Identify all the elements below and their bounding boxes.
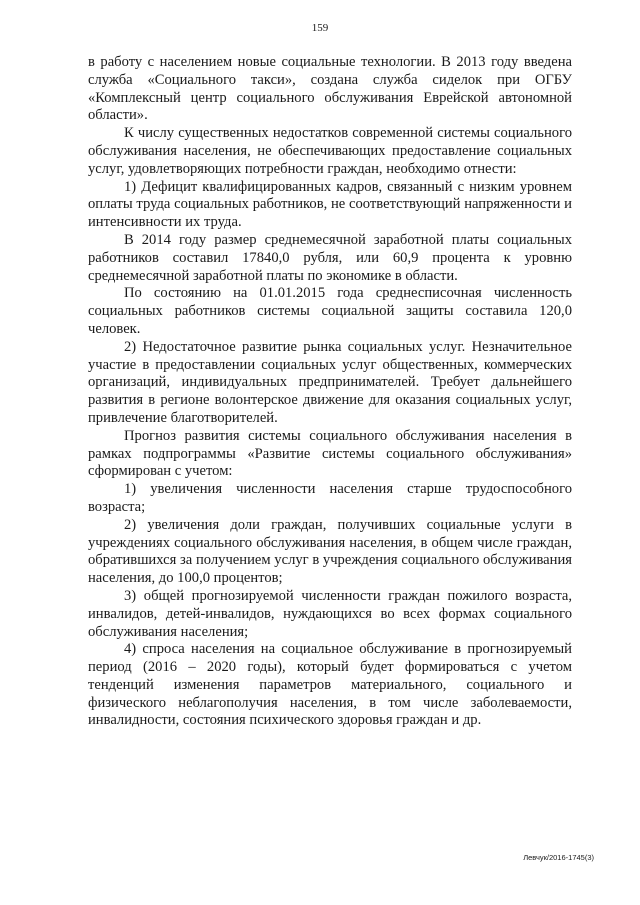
paragraph: По состоянию на 01.01.2015 года среднесписочная численность социальных работников системы социальной защиты составила 120,0 человек.: [88, 285, 572, 337]
paragraph: Прогноз развития системы социального обслуживания населения в рамках подпрограммы «Развитие системы социального обслуживания» сформирован с учетом:: [88, 427, 572, 480]
paragraph: 3) общей прогнозируемой численности граждан пожилого возраста, инвалидов, детей-инвалидов, нуждающихся во всех формах социального обслуживания населения;: [88, 587, 572, 640]
paragraph: в работу с населением новые социальные технологии. В 2013 году введена служба «Социального такси», создана служба сиделок при ОГБУ «Комплексный центр социального обслуживания Еврейской автономной области».: [88, 54, 572, 124]
paragraph: В 2014 году размер среднемесячной заработной платы социальных работников составил 17840,0 рубля, или 60,9 процента к уровню среднемесячной заработной платы по экономике в области.: [88, 231, 572, 284]
paragraph: К числу существенных недостатков современной системы социального обслуживания населения, не обеспечивающих предоставление социальных услуг, удовлетворяющих потребности граждан, необходимо отнести:: [88, 125, 572, 177]
paragraph: 1) увеличения численности населения старше трудоспособного возраста;: [88, 481, 572, 515]
paragraph: 1) Дефицит квалифицированных кадров, связанный с низким уровнем оплаты труда социальных работников, не соответствующий напряженности и интенсивности их труда.: [88, 178, 572, 231]
page-number: 159: [311, 22, 329, 34]
paragraph: 2) увеличения доли граждан, получивших социальные услуги в учреждениях социального обслуживания населения, в общем числе граждан, обратившихся за получением услуг в учреждения социального обслуживания населения, до 100,0 процентов;: [88, 516, 572, 587]
document-code: Левчук/2016-1745(3): [523, 853, 594, 862]
paragraph: 4) спроса населения на социальное обслуживание в прогнозируемый период (2016 – 2020 годы), который будет формироваться с учетом тенденций изменения параметров материального, социального и физического неблагополучия населения, в том числе заболеваемости, инвалидности, состояния психического здоровья граждан и др.: [88, 641, 572, 729]
document-body: [88, 54, 572, 730]
paragraph: 2) Недостаточное развитие рынка социальных услуг. Незначительное участие в предоставлении социальных услуг общественных, коммерческих организаций, индивидуальных предпринимателей. Требует дальнейшего развития в регионе волонтерское движение для оказания социальных услуг, привлечение благотворителей.: [88, 338, 572, 426]
